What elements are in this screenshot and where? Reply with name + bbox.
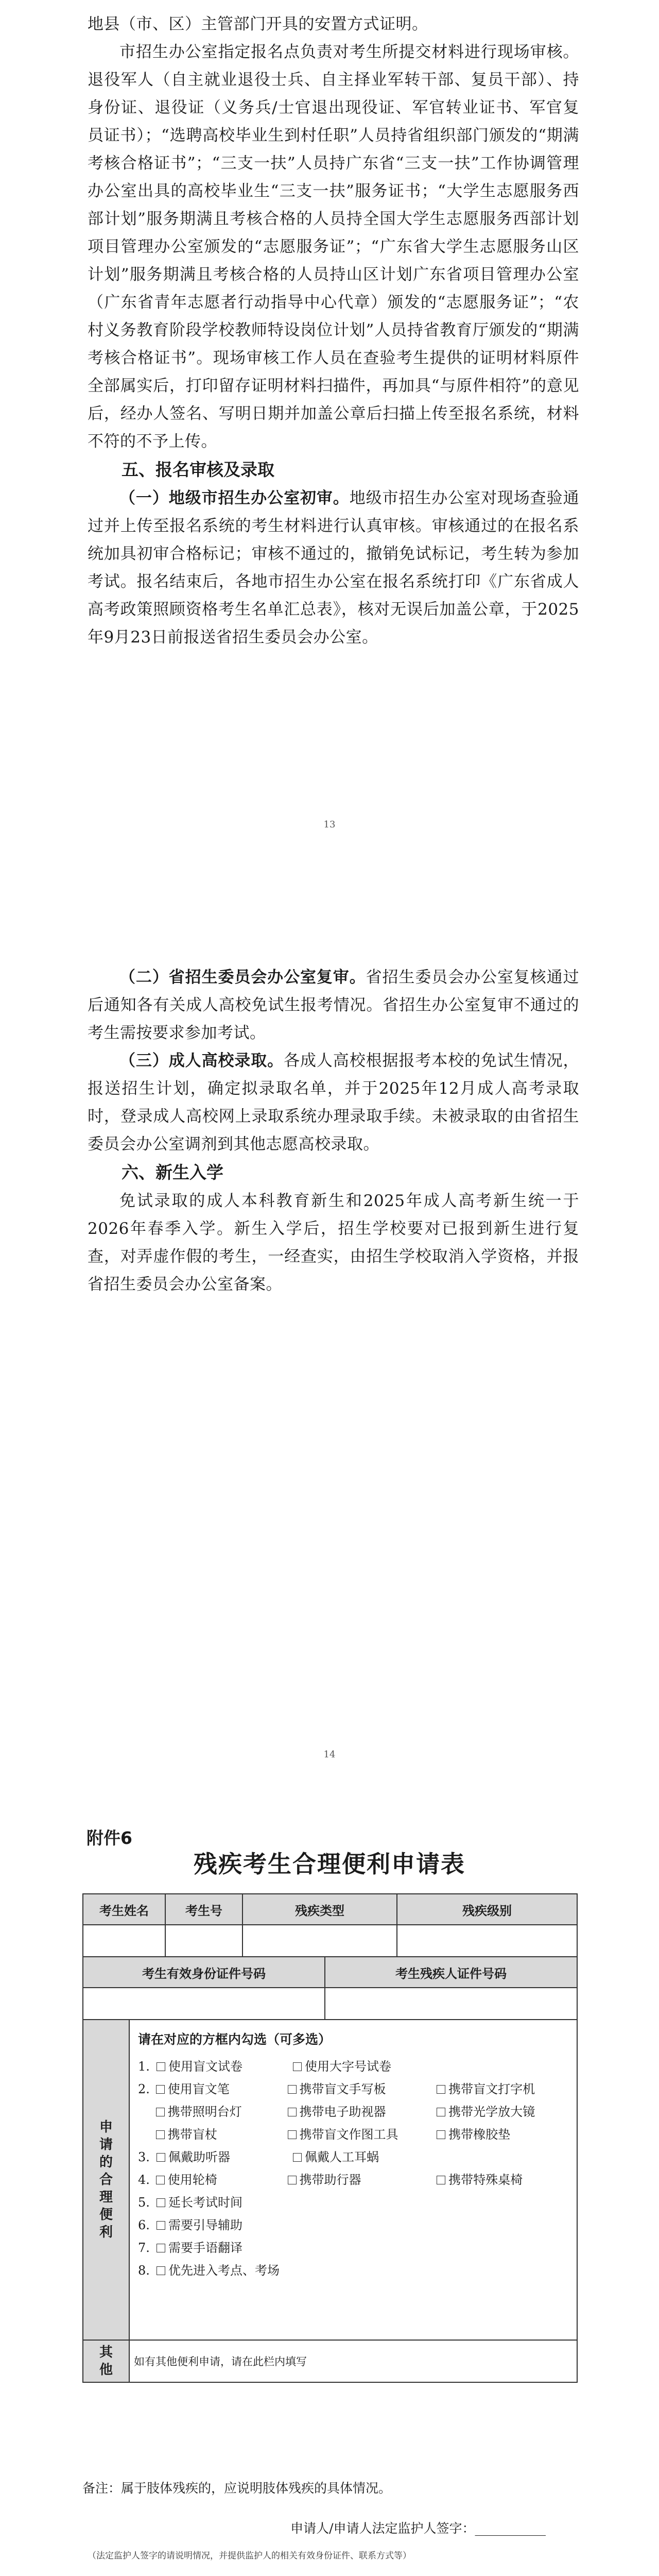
option-row	[138, 2236, 568, 2259]
side-char: 申	[99, 2120, 113, 2135]
option-item[interactable]	[157, 2259, 293, 2282]
option-number: 3.	[138, 2150, 150, 2164]
option-row	[138, 2100, 568, 2123]
option-label: 携带光学放大镜	[448, 2105, 535, 2119]
checkbox-icon[interactable]	[156, 2085, 165, 2094]
page-14-content	[88, 963, 579, 1298]
page-13	[0, 0, 659, 896]
option-label: 需要手语翻译	[168, 2241, 242, 2255]
item-lead: （一）地级市招生办公室初审。	[119, 489, 350, 507]
input-disability-card-number[interactable]	[325, 1988, 577, 2020]
option-label: 优先进入考点、考场	[168, 2263, 280, 2278]
option-label: 携带照明台灯	[167, 2105, 242, 2119]
side-char: 他	[99, 2362, 113, 2378]
option-item[interactable]	[437, 2123, 568, 2146]
other-requests-field[interactable]: 如有其他便利申请，请在此栏内填写	[129, 2340, 577, 2382]
option-row	[138, 2168, 568, 2191]
options-cell	[129, 2020, 577, 2340]
paragraph: 免试录取的成人本科教育新生和2025年成人高考新生统一于2026年春季入学。新生入学后，招生学校要对已报到新生进行复查，对弄虚作假的考生，一经查实，由招生学校取消入学资格，并报省招生委员会办公室备案。	[88, 1192, 579, 1294]
side-char: 理	[99, 2190, 113, 2205]
option-number	[138, 2100, 156, 2123]
option-number	[138, 2123, 156, 2146]
checkbox-icon[interactable]	[288, 2108, 297, 2116]
input-disability-type[interactable]	[242, 1925, 397, 1957]
side-label-accommodation	[83, 2020, 129, 2340]
option-label: 佩戴助听器	[168, 2150, 230, 2164]
item-lead: （三）成人高校录取。	[119, 1052, 284, 1070]
checkbox-icon[interactable]	[288, 2085, 297, 2094]
item-text: 省招生委员会办公室复核通过后通知各有关成人高校免试生报考情况。省招生办公室复审不通过的考生需按要求参加考试。	[88, 968, 579, 1042]
option-label: 使用盲文试卷	[168, 2059, 242, 2074]
page-number: 14	[323, 1749, 336, 1760]
option-item[interactable]	[288, 2168, 437, 2191]
option-label: 延长考试时间	[168, 2195, 242, 2210]
option-item[interactable]	[157, 2191, 293, 2214]
header-disability-level: 残疾级别	[397, 1894, 577, 1925]
option-item[interactable]	[288, 2078, 437, 2100]
option-number: 7.	[138, 2241, 150, 2255]
option-label: 携带盲杖	[167, 2127, 217, 2142]
option-number: 8.	[138, 2263, 150, 2278]
side-char: 利	[99, 2225, 113, 2240]
checkbox-icon[interactable]	[288, 2130, 297, 2139]
option-item[interactable]	[157, 2236, 293, 2259]
paragraph-item-1	[88, 484, 579, 651]
option-label: 使用轮椅	[167, 2173, 217, 2187]
option-item[interactable]	[293, 2146, 447, 2168]
header-candidate-name: 考生姓名	[83, 1894, 165, 1925]
option-item[interactable]	[156, 2123, 288, 2146]
header-id-number: 考生有效身份证件号码	[83, 1957, 325, 1988]
option-item[interactable]	[293, 2055, 447, 2078]
checkbox-icon[interactable]	[157, 2266, 165, 2275]
option-number: 1.	[138, 2059, 150, 2074]
option-number: 5.	[138, 2195, 150, 2210]
section-heading-6: 六、新生入学	[122, 1162, 223, 1182]
option-row	[138, 2191, 568, 2214]
option-row	[138, 2259, 568, 2282]
side-label-other	[83, 2340, 129, 2382]
option-label: 携带橡胶垫	[448, 2127, 511, 2142]
checkbox-icon[interactable]	[157, 2221, 165, 2230]
option-item[interactable]	[157, 2214, 293, 2236]
side-char: 其	[99, 2345, 113, 2360]
input-candidate-number[interactable]	[165, 1925, 242, 1957]
page-14	[0, 896, 659, 1793]
paragraph: 地县（市、区）主管部门开具的安置方式证明。	[88, 15, 428, 33]
option-number: 4.	[138, 2173, 150, 2187]
option-item[interactable]	[437, 2100, 568, 2123]
option-number: 2.	[138, 2082, 150, 2096]
option-label: 携带电子助视器	[299, 2105, 386, 2119]
form-title: 残疾考生合理便利申请表	[194, 1850, 465, 1878]
option-item[interactable]	[157, 2055, 293, 2078]
option-item[interactable]	[156, 2100, 288, 2123]
header-disability-card-number: 考生残疾人证件号码	[325, 1957, 577, 1988]
page-number: 13	[323, 819, 336, 830]
signature-line: 申请人/申请人法定监护人签字：___________	[290, 2521, 546, 2536]
option-label: 携带盲文作图工具	[299, 2127, 398, 2142]
item-text: 各成人高校根据报考本校的免试生情况，报送招生计划，确定拟录取名单，并于2025年12月成人高考录取时，登录成人高校网上录取系统办理录取手续。未被录取的由省招生委员会办公室调剂到其他志愿高校录取。	[88, 1052, 580, 1154]
attachment-label: 附件6	[86, 1828, 132, 1848]
options-list	[138, 2055, 568, 2282]
option-number: 6.	[138, 2218, 150, 2232]
signature-note: （法定监护人签字的请说明情况，并提供监护人的相关有效身份证件、联系方式等）	[88, 2551, 411, 2561]
checkbox-icon[interactable]	[156, 2130, 165, 2139]
checkbox-icon[interactable]	[157, 2062, 165, 2071]
option-label: 使用盲文笔	[167, 2082, 230, 2096]
checkbox-icon[interactable]	[157, 2244, 165, 2252]
option-row	[138, 2146, 568, 2168]
header-disability-type: 残疾类型	[242, 1894, 397, 1925]
option-label: 需要引导辅助	[168, 2218, 242, 2232]
page-15	[0, 1793, 659, 2576]
paragraph: 市招生办公室指定报名点负责对考生所提交材料进行现场审核。退役军人（自主就业退役士兵、自主择业军转干部、复员干部）、持身份证、退役证（义务兵/士官退出现役证、军官转业证书、军官复员证书）；“选聘高校毕业生到村任职”人员持省组织部门颁发的“期满考核合格证书”；“三支一扶”人员持广东省“三支一扶”工作协调管理办公室出具的高校毕业生“三支一扶”服务证书；“大学生志愿服务西部计划”服务期满且考核合格的人员持全国大学生志愿服务西部计划项目管理办公室颁发的“志愿服务证”；“广东省大学生志愿服务山区计划”服务期满且考核合格的人员持山区计划广东省项目管理办公室（广东省青年志愿者行动指导中心代章）颁发的“志愿服务证”；“农村义务教育阶段学校教师特设岗位计划”人员持省教育厅颁发的“期满考核合格证书”。现场审核工作人员在查验考生提供的证明材料原件全部属实后，打印留存证明材料扫描件，再加具“与原件相符”的意见后，经办人签名、写明日期并加盖公章后扫描上传至报名系统，材料不符的不予上传。	[88, 43, 579, 451]
option-item[interactable]	[157, 2146, 293, 2168]
option-item[interactable]	[156, 2078, 288, 2100]
input-id-number[interactable]	[83, 1988, 325, 2020]
checkbox-icon[interactable]	[157, 2198, 165, 2207]
option-item[interactable]	[288, 2123, 437, 2146]
option-row	[138, 2055, 568, 2078]
checkbox-icon[interactable]	[293, 2062, 302, 2071]
checkbox-icon[interactable]	[437, 2108, 445, 2116]
option-item[interactable]	[156, 2168, 288, 2191]
side-char: 合	[99, 2172, 113, 2188]
input-candidate-name[interactable]	[83, 1925, 165, 1957]
option-label: 使用大字号试卷	[305, 2059, 391, 2074]
option-row	[138, 2078, 568, 2100]
checkbox-icon[interactable]	[156, 2108, 165, 2116]
page-13-content	[88, 10, 579, 651]
option-label: 佩戴人工耳蜗	[305, 2150, 379, 2164]
checkbox-icon[interactable]	[437, 2085, 445, 2094]
option-item[interactable]	[437, 2078, 568, 2100]
header-candidate-number: 考生号	[165, 1894, 242, 1925]
checkbox-icon[interactable]	[437, 2176, 445, 2184]
checkbox-icon[interactable]	[293, 2153, 302, 2162]
option-row	[138, 2123, 568, 2146]
side-char: 的	[99, 2155, 113, 2170]
option-label: 携带特殊桌椅	[448, 2173, 523, 2187]
checkbox-icon[interactable]	[156, 2176, 165, 2184]
side-char: 便	[99, 2207, 113, 2223]
side-char: 请	[99, 2137, 113, 2153]
option-item[interactable]	[288, 2100, 437, 2123]
options-title: 请在对应的方框内勾选（可多选）	[138, 2032, 332, 2047]
option-label: 携带盲文打字机	[448, 2082, 535, 2096]
application-form-table	[82, 1893, 578, 2383]
item-text: 地级市招生办公室对现场查验通过并上传至报名系统的考生材料进行认真审核。审核通过的在报名系统加具初审合格标记；审核不通过的，撤销免试标记，考生转为参加考试。报名结束后，各地市招生办公室在报名系统打印《广东省成人高考政策照顾资格考生名单汇总表》，核对无误后加盖公章，于2025年9月23日前报送省招生委员会办公室。	[88, 489, 579, 647]
item-lead: （二）省招生委员会办公室复审。	[119, 968, 366, 987]
section-heading-5: 五、报名审核及录取	[122, 460, 274, 480]
input-disability-level[interactable]	[397, 1925, 577, 1957]
option-item[interactable]	[437, 2168, 568, 2191]
paragraph-item-2	[88, 963, 579, 1047]
checkbox-icon[interactable]	[437, 2130, 445, 2139]
option-label: 携带助行器	[299, 2173, 361, 2187]
option-label: 携带盲文手写板	[299, 2082, 386, 2096]
checkbox-icon[interactable]	[157, 2153, 165, 2162]
form-note: 备注：属于肢体残疾的，应说明肢体残疾的具体情况。	[82, 2481, 392, 2496]
paragraph-item-3	[88, 1047, 579, 1158]
option-row	[138, 2214, 568, 2236]
checkbox-icon[interactable]	[288, 2176, 297, 2184]
